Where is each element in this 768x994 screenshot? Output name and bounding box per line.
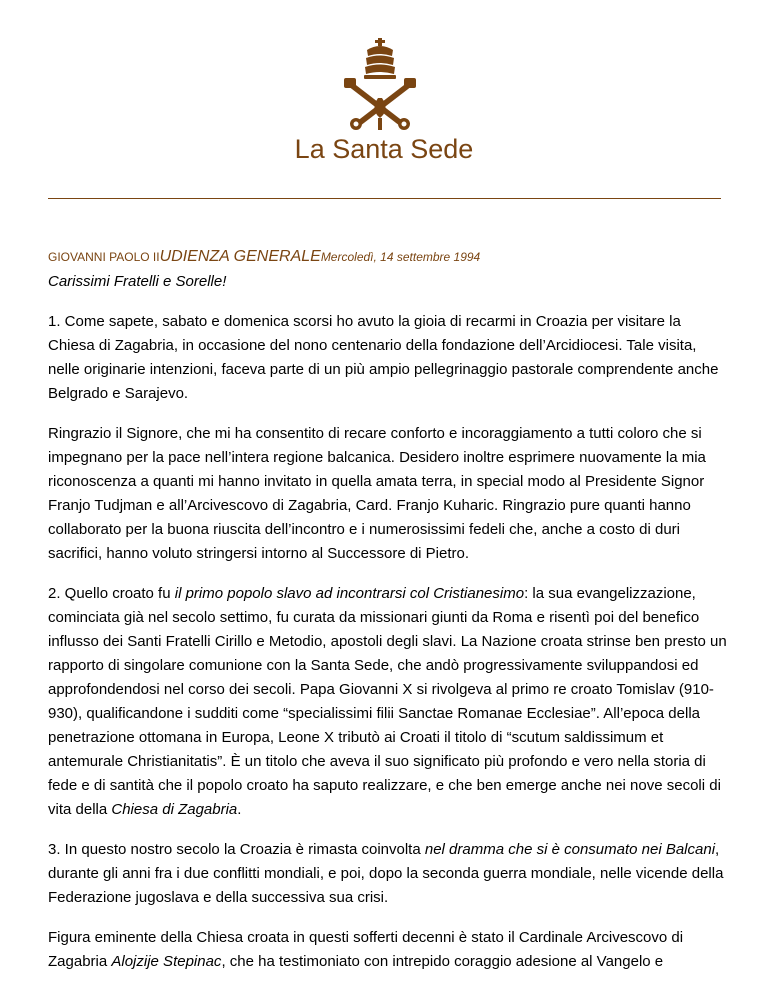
paragraph-3-text-c: . bbox=[237, 801, 242, 818]
site-title: La Santa Sede bbox=[294, 134, 474, 164]
paragraph-1: 1. Come sapete, sabato e domenica scorsi ho avuto la gioia di recarmi in Croazia per visitare la Chiesa di Zagabria, in occasione del nono centenario della fondazione dell’Arcidiocesi. Tale visita, nelle originarie intenzioni, faceva parte di un più ampio pellegrinaggio pastorale comprendente anche Belgrado e Sarajevo. bbox=[48, 313, 719, 402]
paragraph-4 bbox=[48, 838, 728, 910]
document-body bbox=[48, 270, 728, 990]
paragraph-4-text-b: , durante gli anni fra i due conflitti mondiali, e poi, dopo la seconda guerra mondiale, nelle vicende della Federazione jugoslava e della successiva sua crisi. bbox=[48, 841, 724, 906]
paragraph-3-emphasis-1: il primo popolo slavo ad incontrarsi col Cristianesimo bbox=[174, 585, 525, 602]
papal-emblem-icon bbox=[342, 38, 418, 132]
greeting: Carissimi Fratelli e Sorelle! bbox=[48, 273, 227, 290]
paragraph-5-text-a: Figura eminente della Chiesa croata in questi sofferti decenni è stato il Cardinale Arcivescovo di Zagabria bbox=[48, 929, 684, 970]
paragraph-2: Ringrazio il Signore, che mi ha consentito di recare conforto e incoraggiamento a tutti coloro che si impegnano per la pace nell’intera regione balcanica. Desidero inoltre esprimere nuovamente la mia riconoscenza a quanti mi hanno invitato in quella amata terra, in special modo al Presidente Signor Franjo Tudjman e all’Arcivescovo di Zagabria, Card. Franjo Kuharic. Ringrazio pure quanti hanno collaborato per la buona riuscita dell’incontro e i numerosissimi fedeli che, anche a costo di duri sacrifici, hanno voluto stringersi intorno al Successore di Pietro. bbox=[48, 425, 706, 562]
paragraph-4-emphasis: nel dramma che si è consumato nei Balcani bbox=[424, 841, 716, 858]
document-date: Mercoledì, 14 settembre 1994 bbox=[320, 250, 481, 264]
paragraph-5-emphasis: Alojzije Stepinac bbox=[111, 953, 222, 970]
paragraph-4-text-a: 3. In questo nostro secolo la Croazia è rimasta coinvolta bbox=[48, 841, 425, 858]
header-divider bbox=[48, 198, 721, 199]
document-title: UDIENZA GENERALE bbox=[159, 248, 321, 265]
paragraph-3-text-b: : la sua evangelizzazione, cominciata già nel secolo settimo, fu curata da missionari giunti da Roma e risentì poi del benefico influsso dei Santi Fratelli Cirillo e Metodio, apostoli degli slavi. La Nazione croata strinse ben presto un rapporto di singolare comunione con la Santa Sede, che andò progressivamente sviluppandosi ed approfondendosi nel corso dei secoli. Papa Giovanni X si rivolgeva al primo re croato Tomislav (910-930), qualificandone i sudditi come “specialissimi filii Sanctae Romanae Ecclesiae”. All’epoca della penetrazione ottomana in Europa, Leone X tributò ai Croati il titolo di “scutum saldissimum et antemurale Christianitatis”. È un titolo che aveva il suo significato più profondo e vero nella storia di fede e di santità che il popolo croato ha saputo realizzare, e che ben emerge anche nei nove secoli di vita della bbox=[48, 585, 727, 818]
paragraph-3 bbox=[48, 582, 728, 822]
paragraph-5-text-b: , che ha testimoniato con intrepido coraggio adesione al Vangelo e bbox=[221, 953, 664, 970]
author-label: GIOVANNI PAOLO II bbox=[48, 250, 160, 264]
paragraph-5 bbox=[48, 926, 728, 974]
document-header bbox=[48, 248, 480, 266]
paragraph-3-text-a: 2. Quello croato fu bbox=[48, 585, 175, 602]
paragraph-3-emphasis-2: Chiesa di Zagabria bbox=[111, 801, 238, 818]
